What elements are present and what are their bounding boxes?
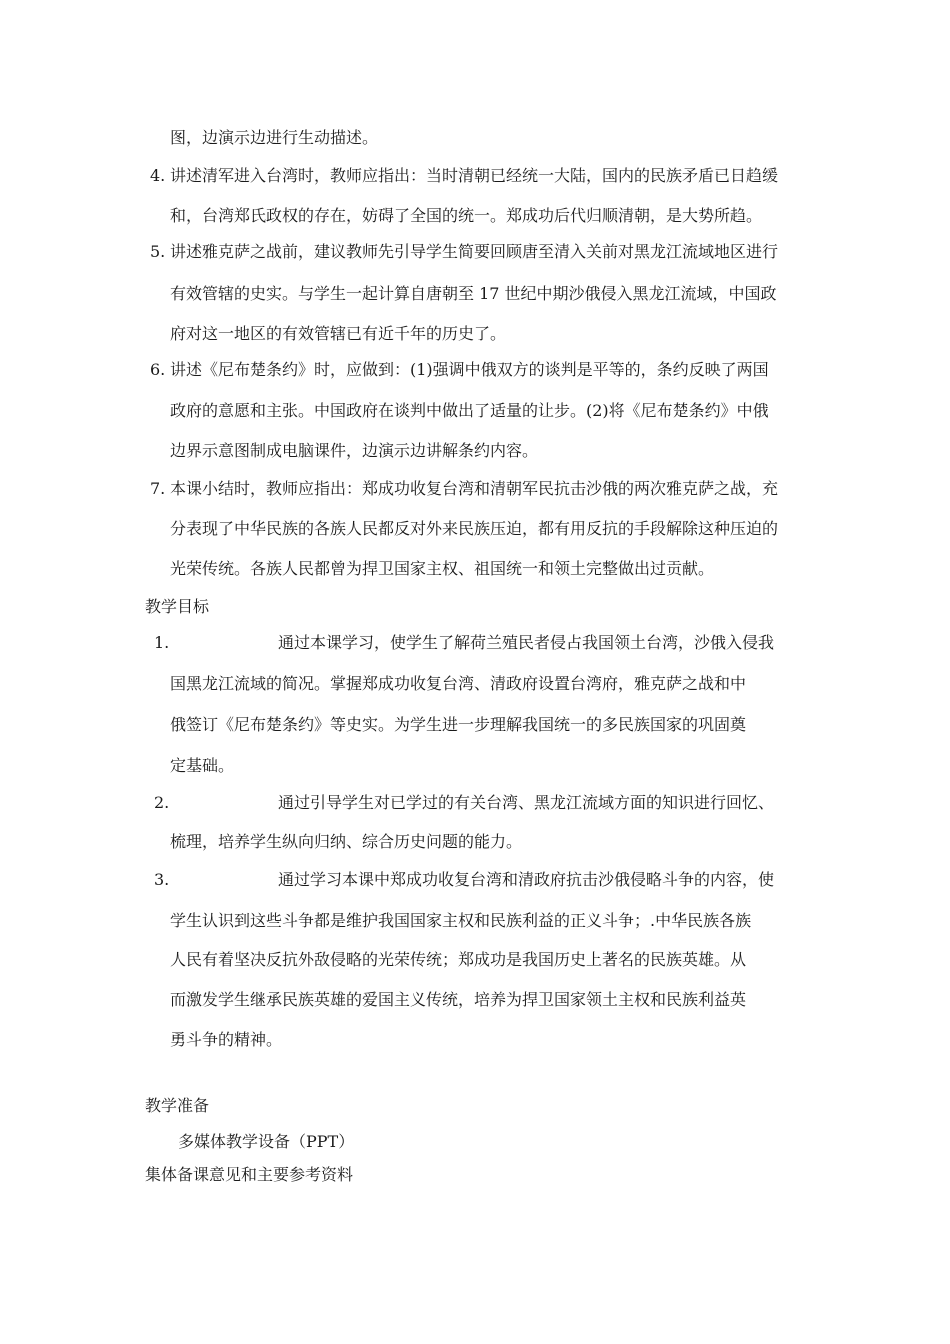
note-number: 6. <box>150 360 166 379</box>
note-line: 光荣传统。各族人民都曾为捍卫国家主权、祖国统一和领土完整做出过贡献。 <box>170 559 715 578</box>
objective-line: 通过学习本课中郑成功收复台湾和清政府抗击沙俄侵略斗争的内容，使 <box>278 870 775 889</box>
objective-number: 3. <box>154 870 170 889</box>
objective-line: 人民有着坚决反抗外敌侵略的光荣传统；郑成功是我国历史上著名的民族英雄。从 <box>170 950 747 969</box>
objective-line: 定基础。 <box>170 756 235 775</box>
note-number: 4. <box>150 166 166 185</box>
note-line: 讲述雅克萨之战前，建议教师先引导学生简要回顾唐至清入关前对黑龙江流域地区进行 <box>170 242 779 261</box>
objective-line: 俄签订《尼布楚条约》等史实。为学生进一步理解我国统一的多民族国家的巩固奠 <box>170 715 747 734</box>
intro-continuation: 图，边演示边进行生动描述。 <box>170 128 379 147</box>
preparation-heading: 教学准备 <box>145 1096 210 1115</box>
collective-heading: 集体备课意见和主要参考资料 <box>145 1165 354 1184</box>
note-line: 边界示意图制成电脑课件，边演示边讲解条约内容。 <box>170 441 539 460</box>
objective-line: 国黑龙江流域的简况。掌握郑成功收复台湾、清政府设置台湾府，雅克萨之战和中 <box>170 674 747 693</box>
objective-number: 2. <box>154 793 170 812</box>
preparation-content: 多媒体教学设备（PPT） <box>178 1132 355 1151</box>
objective-line: 而激发学生继承民族英雄的爱国主义传统，培养为捍卫国家领土主权和民族利益英 <box>170 990 747 1009</box>
note-line: 分表现了中华民族的各族人民都反对外来民族压迫，都有用反抗的手段解除这种压迫的 <box>170 519 779 538</box>
note-line: 和，台湾郑氏政权的存在，妨碍了全国的统一。郑成功后代归顺清朝，是大势所趋。 <box>170 206 763 225</box>
note-line: 有效管辖的史实。与学生一起计算自唐朝至 17 世纪中期沙俄侵入黑龙江流域，中国政 <box>170 284 777 303</box>
note-line: 讲述《尼布楚条约》时，应做到：(1)强调中俄双方的谈判是平等的，条约反映了两国 <box>170 360 769 379</box>
note-number: 5. <box>150 242 166 261</box>
objective-line: 通过引导学生对已学过的有关台湾、黑龙江流域方面的知识进行回忆、 <box>278 793 775 812</box>
objective-line: 勇斗争的精神。 <box>170 1030 283 1049</box>
note-line: 府对这一地区的有效管辖已有近千年的历史了。 <box>170 324 507 343</box>
objective-number: 1. <box>154 633 170 652</box>
note-line: 讲述清军进入台湾时，教师应指出：当时清朝已经统一大陆，国内的民族矛盾已日趋缓 <box>170 166 779 185</box>
objective-line: 梳理，培养学生纵向归纳、综合历史问题的能力。 <box>170 832 523 851</box>
note-number: 7. <box>150 479 166 498</box>
objective-line: 学生认识到这些斗争都是维护我国国家主权和民族利益的正义斗争；.中华民族各族 <box>170 911 752 930</box>
objective-line: 通过本课学习，使学生了解荷兰殖民者侵占我国领土台湾，沙俄入侵我 <box>278 633 775 652</box>
note-line: 本课小结时，教师应指出：郑成功收复台湾和清朝军民抗击沙俄的两次雅克萨之战，充 <box>170 479 779 498</box>
note-line: 政府的意愿和主张。中国政府在谈判中做出了适量的让步。(2)将《尼布楚条约》中俄 <box>170 401 769 420</box>
objectives-heading: 教学目标 <box>145 597 210 616</box>
